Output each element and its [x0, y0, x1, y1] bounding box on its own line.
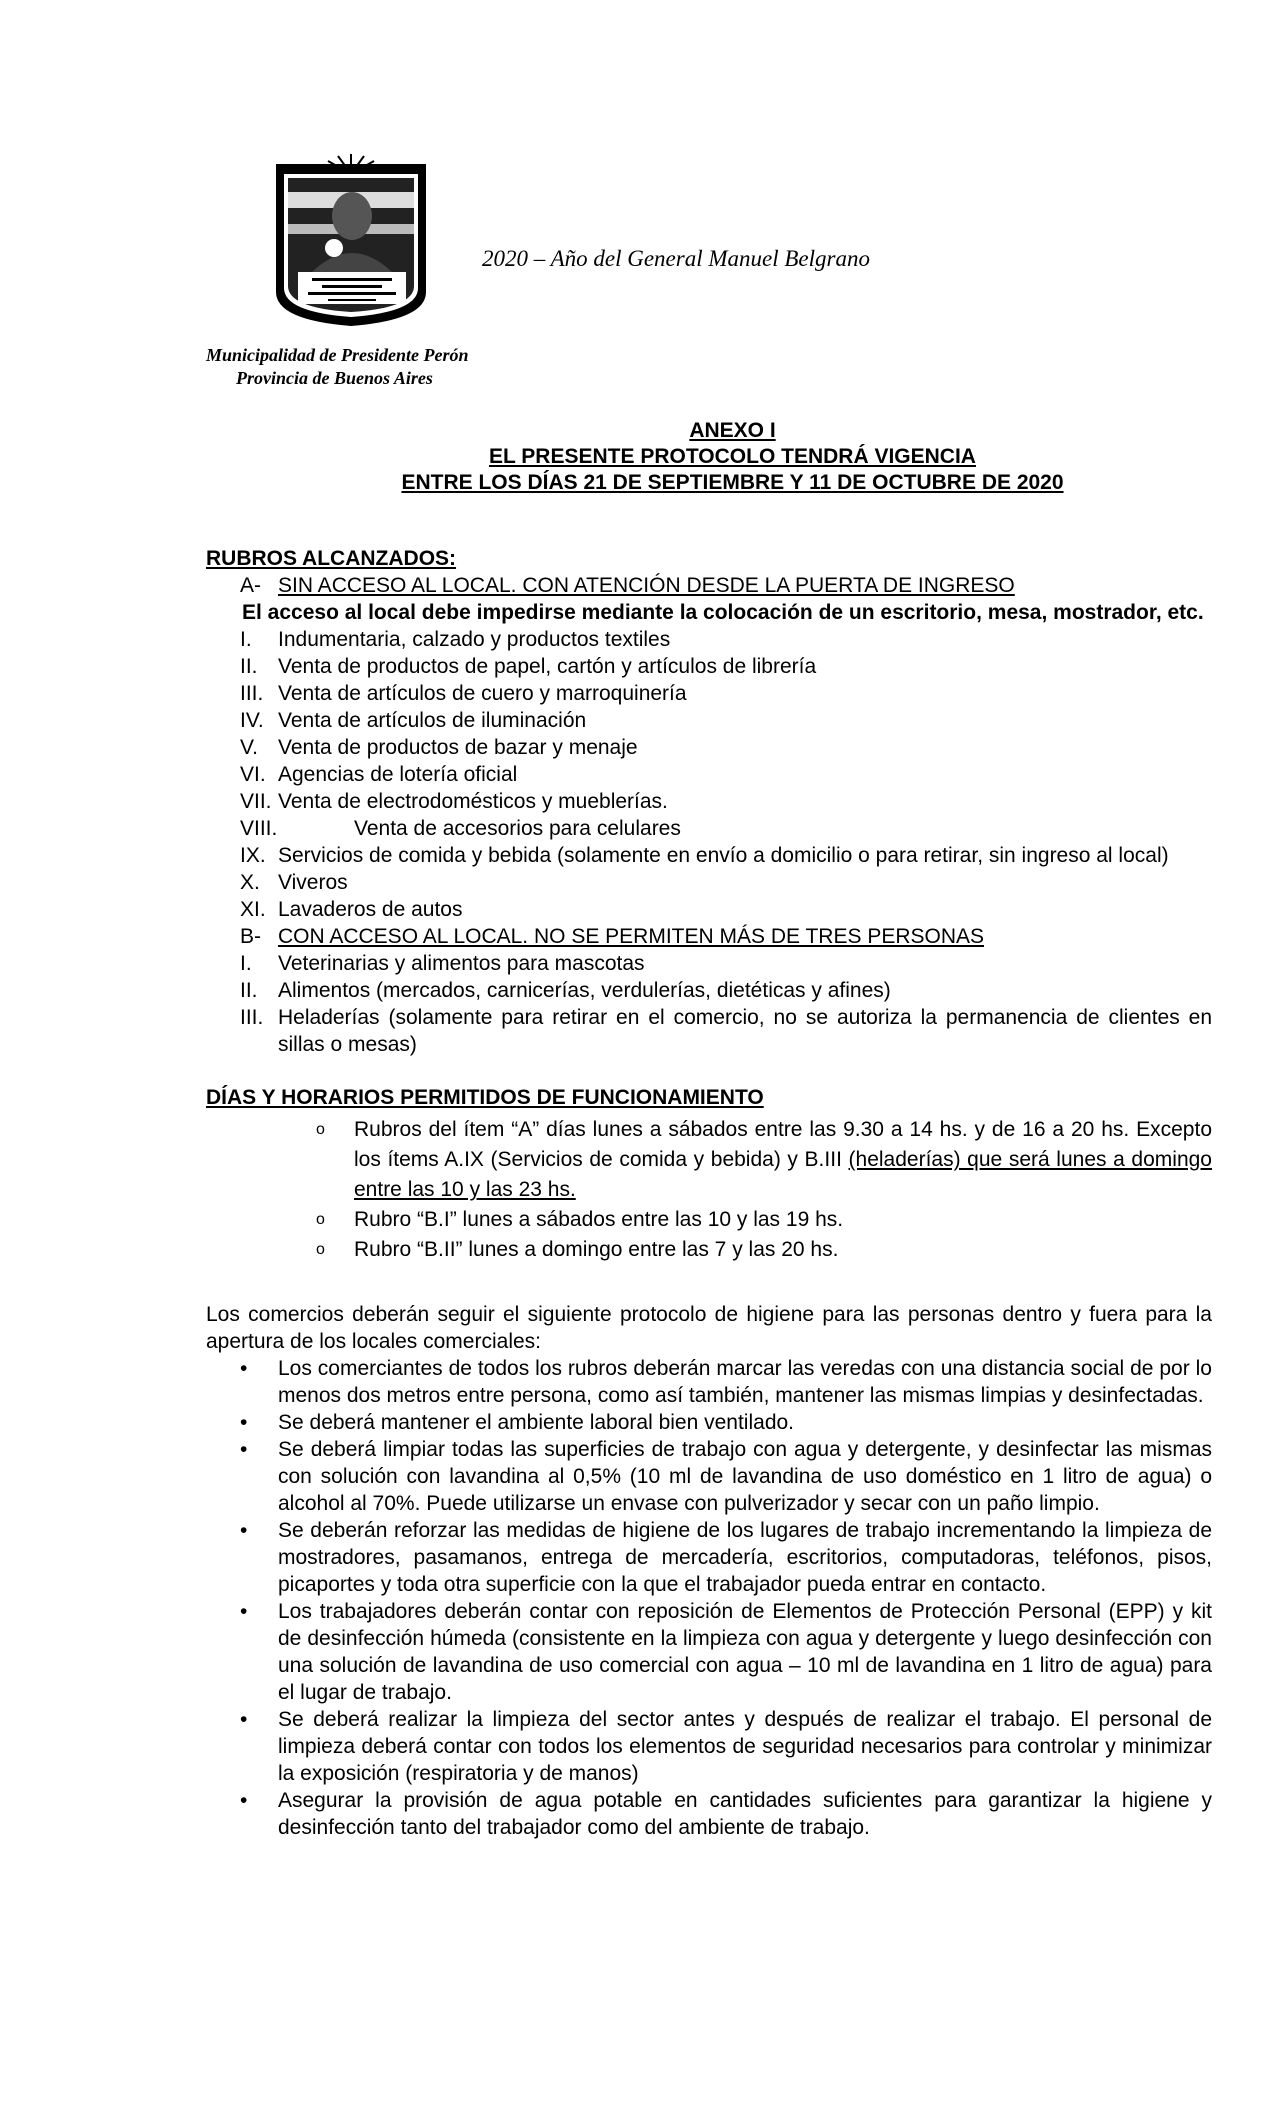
item-text: Se deberá limpiar todas las superficies de trabajo con agua y detergente, y desinfectar las mismas con solución con lavandina al 0,5% (10 ml de lavandina de uso doméstico en 1 litro de agua) o alcohol al 70%. Puede utilizarse un envase con pulverizador y secar con un paño limpio. — [278, 1438, 1212, 1515]
bullet-icon: • — [240, 1357, 248, 1380]
protocol-intro: Los comercios deberán seguir el siguiente protocolo de higiene para las personas dentro y fuera para la apertura de los locales comerciales: — [206, 1303, 1212, 1353]
list-item — [206, 1004, 1212, 1058]
list-item — [206, 1115, 1212, 1205]
item-text: Venta de artículos de iluminación — [278, 709, 587, 732]
item-number: I. — [240, 952, 252, 975]
item-text: Venta de productos de bazar y menaje — [278, 736, 638, 759]
bullet-icon: • — [240, 1411, 248, 1434]
item-text: Viveros — [278, 871, 348, 894]
protocol-list — [206, 1355, 1212, 1841]
item-number: III. — [240, 682, 264, 705]
item-number: VIII. — [240, 817, 278, 840]
list-item — [206, 1355, 1212, 1409]
item-text: Lavaderos de autos — [278, 898, 463, 921]
list-item — [206, 1787, 1212, 1841]
category-a-heading — [206, 572, 1212, 599]
item-text: Venta de electrodomésticos y mueblerías. — [278, 790, 668, 813]
province-name: Provincia de Buenos Aires — [236, 368, 433, 388]
category-a-note: El acceso al local debe impedirse mediante la colocación de un escritorio, mesa, mostrador, etc. — [242, 601, 1204, 624]
category-b-letter: B- — [240, 925, 261, 948]
list-item — [206, 1409, 1212, 1436]
category-b-list — [206, 950, 1212, 1058]
item-text: Venta de accesorios para celulares — [354, 817, 681, 840]
list-item — [206, 707, 1212, 734]
list-item — [206, 1598, 1212, 1706]
item-text: Veterinarias y alimentos para mascotas — [278, 952, 645, 975]
list-item — [206, 653, 1212, 680]
item-text: Alimentos (mercados, carnicerías, verdulerías, dietéticas y afines) — [278, 979, 891, 1002]
circle-bullet-icon: o — [316, 1211, 325, 1228]
item-text-underlined: (heladerías) que será lunes a domingo entre las 10 y las 23 hs. — [354, 1148, 1212, 1201]
document-title-block — [0, 418, 1265, 496]
document-body — [206, 545, 1212, 1841]
list-item — [206, 1205, 1212, 1235]
year-motto: 2020 – Año del General Manuel Belgrano — [482, 246, 870, 271]
list-item — [206, 1436, 1212, 1517]
category-b-title: CON ACCESO AL LOCAL. NO SE PERMITEN MÁS DE TRES PERSONAS — [278, 925, 985, 948]
list-item — [206, 896, 1212, 923]
item-number: II. — [240, 979, 258, 1002]
bullet-icon: • — [240, 1438, 248, 1461]
item-text: Rubro “B.I” lunes a sábados entre las 10 y las 19 hs. — [354, 1208, 844, 1231]
category-a-letter: A- — [240, 574, 261, 597]
list-item — [206, 680, 1212, 707]
item-number: IX. — [240, 844, 266, 867]
item-text: Asegurar la provisión de agua potable en cantidades suficientes para garantizar la higiene y desinfección tanto del trabajador como del ambiente de trabajo. — [278, 1789, 1212, 1839]
circle-bullet-icon: o — [316, 1241, 325, 1258]
bullet-icon: • — [240, 1789, 248, 1812]
list-item — [206, 761, 1212, 788]
list-item — [206, 1706, 1212, 1787]
item-text: Agencias de lotería oficial — [278, 763, 518, 786]
bullet-icon: • — [240, 1600, 248, 1623]
item-text: Venta de artículos de cuero y marroquinería — [278, 682, 687, 705]
list-item — [206, 842, 1212, 869]
item-text: Los trabajadores deberán contar con reposición de Elementos de Protección Personal (EPP) y kit de desinfección húmeda (consistente en la limpieza con agua y detergente y luego desinfección con una solución de lavandina de uso comercial con agua – 10 ml de lavandina en 1 litro de agua) para el lugar de trabajo. — [278, 1600, 1212, 1704]
annex-title: ANEXO I — [689, 419, 776, 442]
rubros-heading: RUBROS ALCANZADOS: — [206, 547, 457, 570]
item-number: VI. — [240, 763, 266, 786]
item-text: Rubro “B.II” lunes a domingo entre las 7 y las 20 hs. — [354, 1238, 839, 1261]
list-item — [206, 788, 1212, 815]
schedule-heading: DÍAS Y HORARIOS PERMITIDOS DE FUNCIONAMIENTO — [206, 1086, 764, 1109]
municipality-name: Municipalidad de Presidente Perón — [206, 345, 469, 365]
list-item — [206, 1235, 1212, 1265]
item-number: VII. — [240, 790, 272, 813]
item-text: Se deberá realizar la limpieza del sector antes y después de realizar el trabajo. El personal de limpieza deberá contar con todos los elementos de seguridad necesarios para controlar y minimizar la exposición (respiratoria y de manos) — [278, 1708, 1212, 1785]
item-number: II. — [240, 655, 258, 678]
item-text: Venta de productos de papel, cartón y artículos de librería — [278, 655, 817, 678]
schedule-list — [206, 1115, 1212, 1265]
bullet-icon: • — [240, 1519, 248, 1542]
municipal-crest-logo — [272, 152, 430, 328]
validity-dates: ENTRE LOS DÍAS 21 DE SEPTIEMBRE Y 11 DE OCTUBRE DE 2020 — [401, 471, 1064, 494]
list-item — [206, 869, 1212, 896]
item-text: Rubros del ítem “A” días lunes a sábados entre las 9.30 a 14 hs. y de 16 a 20 hs. Excepto los ítems A.IX (Servicios de comida y bebida) y B.III — [354, 1118, 1212, 1171]
list-item — [206, 815, 1212, 842]
item-number: XI. — [240, 898, 266, 921]
item-text: Indumentaria, calzado y productos textiles — [278, 628, 671, 651]
item-number: IV. — [240, 709, 264, 732]
list-item — [206, 950, 1212, 977]
category-a-title: SIN ACCESO AL LOCAL. CON ATENCIÓN DESDE LA PUERTA DE INGRESO — [278, 574, 1015, 597]
item-number: III. — [240, 1006, 264, 1029]
list-item — [206, 626, 1212, 653]
category-b-heading — [206, 923, 1212, 950]
list-item — [206, 734, 1212, 761]
category-a-list — [206, 626, 1212, 923]
item-number: I. — [240, 628, 252, 651]
item-text: Servicios de comida y bebida (solamente en envío a domicilio o para retirar, sin ingreso al local) — [278, 844, 1169, 867]
list-item — [206, 1517, 1212, 1598]
item-number: V. — [240, 736, 258, 759]
list-item — [206, 977, 1212, 1004]
item-text: Heladerías (solamente para retirar en el comercio, no se autoriza la permanencia de clientes en sillas o mesas) — [278, 1006, 1212, 1056]
circle-bullet-icon: o — [316, 1121, 325, 1138]
bullet-icon: • — [240, 1708, 248, 1731]
item-number: X. — [240, 871, 260, 894]
item-text: Los comerciantes de todos los rubros deberán marcar las veredas con una distancia social de por lo menos dos metros entre persona, como así también, mantener las mismas limpias y desinfectadas. — [278, 1357, 1212, 1407]
validity-title: EL PRESENTE PROTOCOLO TENDRÁ VIGENCIA — [489, 445, 976, 468]
item-text: Se deberán reforzar las medidas de higiene de los lugares de trabajo incrementando la limpieza de mostradores, pasamanos, entrega de mercadería, escritorios, computadoras, teléfonos, pisos, picaportes y toda otra superficie con la que el trabajador pueda entrar en contacto. — [278, 1519, 1212, 1596]
item-text: Se deberá mantener el ambiente laboral bien ventilado. — [278, 1411, 795, 1434]
